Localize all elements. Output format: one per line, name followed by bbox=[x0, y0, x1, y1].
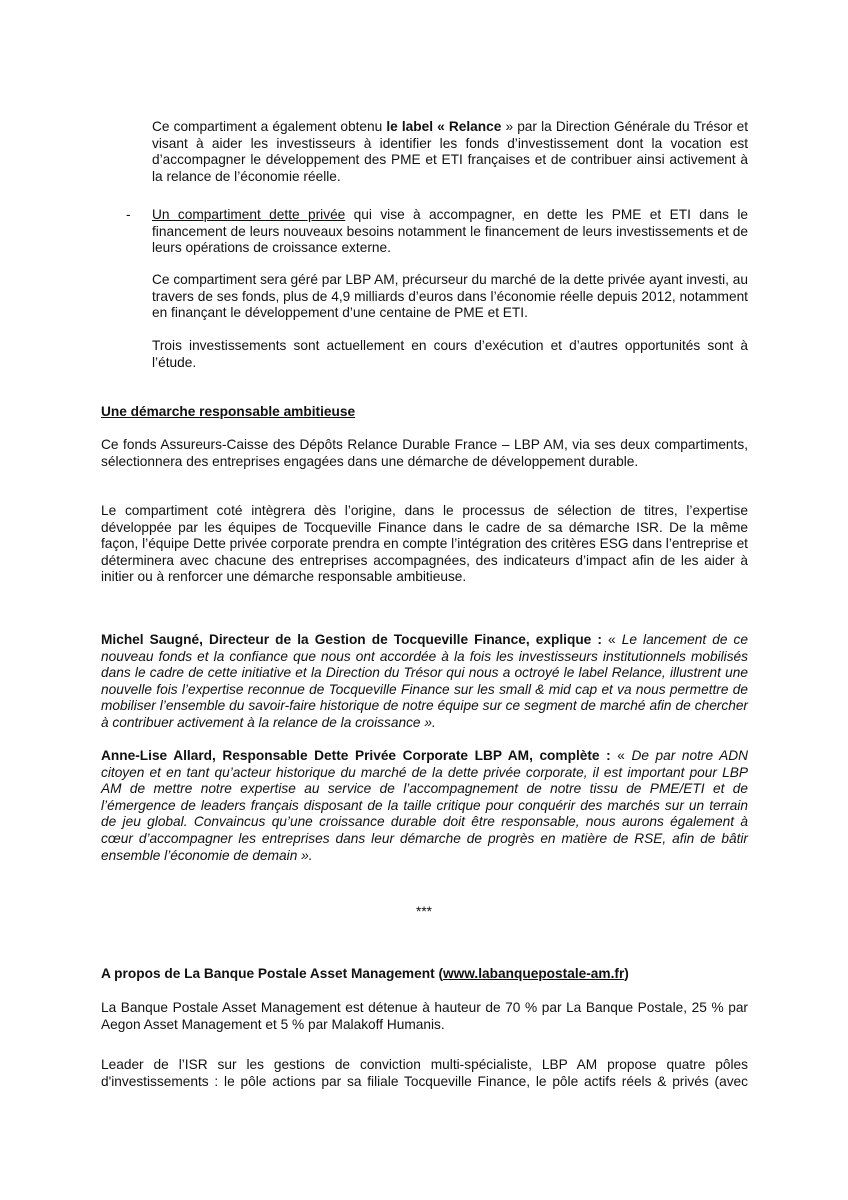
quote2-open-mark: « bbox=[610, 748, 632, 763]
relance-paragraph bbox=[152, 119, 748, 185]
quote2-speaker: Anne-Lise Allard, Responsable Dette Privée Corporate LBP AM, complète : bbox=[101, 748, 611, 763]
lbp-paragraph: Ce compartiment sera géré par LBP AM, précurseur du marché de la dette privée ayant investi, au travers de ses fonds, plus de 4,9 milliards d’euros dans l’économie réelle depuis 2012, notamment en finançant le développement d’une centaine de PME et ETI. bbox=[152, 272, 748, 321]
trois-investissements-paragraph: Trois investissements sont actuellement en cours d’exécution et d’autres opportunités sont à l’étude. bbox=[152, 338, 748, 370]
lbp-am-website-link[interactable]: www.labanquepostale-am.fr bbox=[443, 966, 625, 981]
quote1-open-mark: « bbox=[601, 632, 622, 647]
quote2-text: De par notre ADN citoyen et en tant qu’acteur historique du marché de la dette privée corporate, il est important pour LBP AM de mettre notre expertise au service de l’accompagnement de notre tissu de PME/ETI et de l’émergence de leaders français disposant de la taille critique pour conquérir des marchés sur un terrain de jeu global. Convaincus qu’une croissance durable doit être responsable, nous aurons également à cœur d’accompagner les entreprises dans leur démarche de progrès en matière de RSE, afin de bâtir ensemble l’économie de demain ». bbox=[101, 748, 749, 863]
separator: *** bbox=[416, 904, 432, 919]
quote-michel-saugne bbox=[101, 632, 748, 732]
bullet-dette-privee bbox=[152, 207, 748, 257]
quote-anne-lise-allard bbox=[101, 748, 748, 864]
about-heading-prefix: A propos de La Banque Postale Asset Management ( bbox=[101, 966, 443, 981]
about-heading bbox=[101, 966, 748, 983]
relance-label: le label « Relance bbox=[386, 119, 502, 134]
fonds-paragraph: Ce fonds Assureurs-Caisse des Dépôts Relance Durable France – LBP AM, via ses deux compartiments, sélectionnera des entreprises engagées dans une démarche de développement durable. bbox=[101, 437, 748, 469]
compartiment-cote-paragraph: Le compartiment coté intègrera dès l’origine, dans le processus de sélection de titres, l’expertise développée par les équipes de Tocqueville Finance dans le cadre de sa démarche ISR. De la même façon, l’équipe Dette privée corporate prendra en compte l’intégration des critères ESG dans l’entreprise et déterminera avec chacune des entreprises accompagnées, des indicateurs d’impact afin de les aider à initier ou à renforcer une démarche responsable ambitieuse. bbox=[101, 503, 748, 585]
relance-text-before: Ce compartiment a également obtenu bbox=[152, 119, 387, 134]
bullet-dette-privee-title: Un compartiment dette privée bbox=[152, 207, 346, 222]
quote1-speaker: Michel Saugné, Directeur de la Gestion de Tocqueville Finance, explique : bbox=[101, 632, 602, 647]
about-heading-suffix: ) bbox=[624, 966, 629, 981]
bullet-dette-privee-text: qui vise à accompagner, en dette les PME et ETI dans le financement de leurs nouveaux besoins notamment le financement de leurs investissements et de leurs opérations de croissance externe. bbox=[152, 207, 748, 256]
relance-text-after: » par la Direction Générale du Trésor et visant à aider les investisseurs à identifier les fonds d’investissement dont la vocation est d’accompagner le développement des PME et ETI françaises et de contribuer ainsi activement à la relance de l’économie réelle. bbox=[152, 119, 749, 184]
bullet-marker: - bbox=[126, 207, 131, 222]
quote1-text: Le lancement de ce nouveau fonds et la confiance que nous ont accordée à la fois les investisseurs institutionnels mobilisés dans le cadre de cette initiative et la Direction du Trésor qui nous a octroyé le label Relance, illustrent une nouvelle fois l’expertise reconnue de Tocqueville Finance sur les small & mid cap et va nous permettre de mobiliser l’ensemble du savoir-faire historique de notre équipe sur ce segment de marché afin de chercher à contribuer activement à la relance de la croissance ». bbox=[101, 632, 749, 730]
about-paragraph-1: La Banque Postale Asset Management est détenue à hauteur de 70 % par La Banque Postale, 25 % par Aegon Asset Management et 5 % par Malakoff Humanis. bbox=[101, 1000, 748, 1032]
about-paragraph-2: Leader de l’ISR sur les gestions de conviction multi-spécialiste, LBP AM propose quatre pôles d'investissements : le pôle actions par sa filiale Tocqueville Finance, le pôle actifs réels & privés (avec bbox=[101, 1057, 748, 1089]
section-heading: Une démarche responsable ambitieuse bbox=[101, 404, 356, 419]
